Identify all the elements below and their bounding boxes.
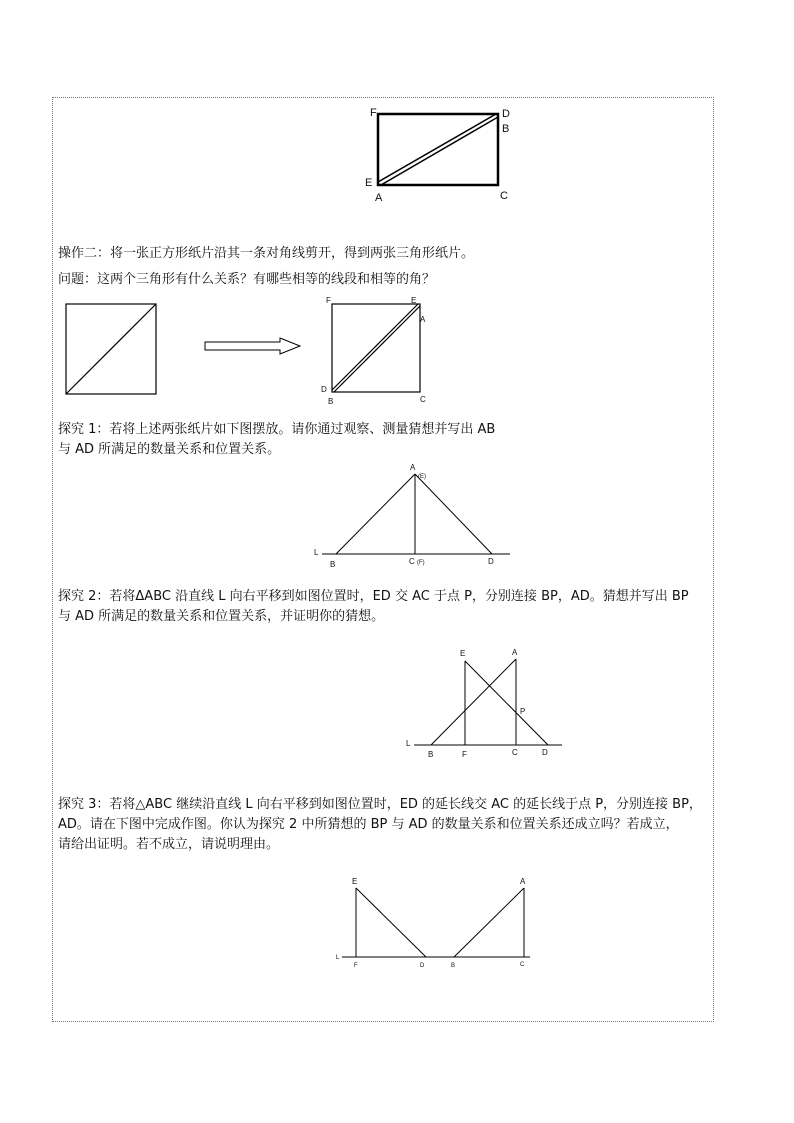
segment-ED	[465, 661, 548, 745]
label-C: C	[500, 190, 508, 202]
label-A: A	[375, 192, 383, 204]
segment-AB	[431, 659, 516, 745]
square-right	[332, 304, 420, 392]
label-E: E	[365, 177, 373, 189]
label-B: B	[451, 963, 456, 969]
paragraph-op2: 操作二：将一张正方形纸片沿其一条对角线剪开，得到两张三角形纸片。	[58, 246, 475, 261]
label-D: D	[321, 385, 327, 394]
label-C: C	[420, 395, 426, 404]
label-F: F	[326, 296, 331, 305]
diagonal-2	[381, 117, 498, 185]
paragraph-explore2-line2: 与 AD 所满足的数量关系和位置关系，并证明你的猜想。	[58, 609, 385, 624]
label-L: L	[406, 739, 411, 748]
label-L: L	[336, 955, 340, 961]
label-F: F	[370, 107, 377, 119]
figure-square-cut	[60, 294, 440, 406]
label-A: A	[420, 315, 426, 324]
segment-ED	[356, 888, 426, 957]
label-D: D	[488, 557, 494, 566]
label-C: C	[512, 748, 518, 757]
paragraph-explore3-line3: 请给出证明。若不成立，请说明理由。	[58, 837, 280, 852]
label-B: B	[330, 560, 336, 569]
square-left-diagonal	[66, 304, 156, 394]
label-P: P	[520, 707, 526, 716]
label-D: D	[542, 748, 548, 757]
label-L: L	[314, 548, 319, 557]
label-E: E	[460, 649, 466, 658]
label-A: A	[512, 648, 518, 657]
figure-explore2	[400, 642, 570, 764]
square-right-diagonal-2	[334, 306, 420, 392]
label-D: D	[420, 963, 425, 969]
paragraph-explore3-line1: 探究 3：若将△ABC 继续沿直线 L 向右平移到如图位置时，ED 的延长线交 AC 的延长线于点 P，分别连接 BP，	[58, 797, 702, 812]
label-B: B	[328, 397, 334, 406]
figure-rectangle-diagonal	[360, 104, 520, 204]
paragraph-explore1-line2: 与 AD 所满足的数量关系和位置关系。	[58, 442, 281, 457]
paragraph-explore3-line2: AD。请在下图中完成作图。你认为探究 2 中所猜想的 BP 与 AD 的数量关系和位置关系还成立吗？若成立，	[58, 817, 679, 832]
figure-explore1	[310, 460, 520, 570]
label-E: E	[411, 296, 417, 305]
segment-AD	[415, 474, 492, 554]
label-F: F	[354, 963, 358, 969]
paragraph-question: 问题：这两个三角形有什么关系？有哪些相等的线段和相等的角？	[58, 272, 436, 287]
label-E: E	[352, 877, 358, 886]
segment-AB	[454, 888, 524, 957]
figure-explore3	[334, 870, 539, 970]
label-C: C	[409, 557, 415, 566]
label-B: B	[428, 750, 434, 759]
right-arrow	[205, 338, 300, 354]
label-F: F	[462, 750, 467, 759]
diagonal-1	[378, 114, 496, 182]
label-B: B	[502, 123, 510, 135]
label-A: A	[410, 463, 416, 472]
paragraph-explore1-line1: 探究 1：若将上述两张纸片如下图摆放。请你通过观察、测量猜想并写出 AB	[58, 422, 496, 437]
square-right-diagonal-1	[332, 304, 418, 390]
label-E-paren: (E)	[418, 474, 426, 480]
label-A: A	[520, 877, 526, 886]
rectangle-outline	[378, 114, 498, 185]
label-F-paren: (F)	[417, 560, 425, 566]
label-C: C	[520, 962, 525, 968]
label-D: D	[502, 108, 510, 120]
segment-BA	[336, 474, 415, 554]
paragraph-explore2-line1: 探究 2：若将ΔABC 沿直线 L 向右平移到如图位置时，ED 交 AC 于点 P，分别连接 BP，AD。猜想并写出 BP	[58, 589, 689, 604]
